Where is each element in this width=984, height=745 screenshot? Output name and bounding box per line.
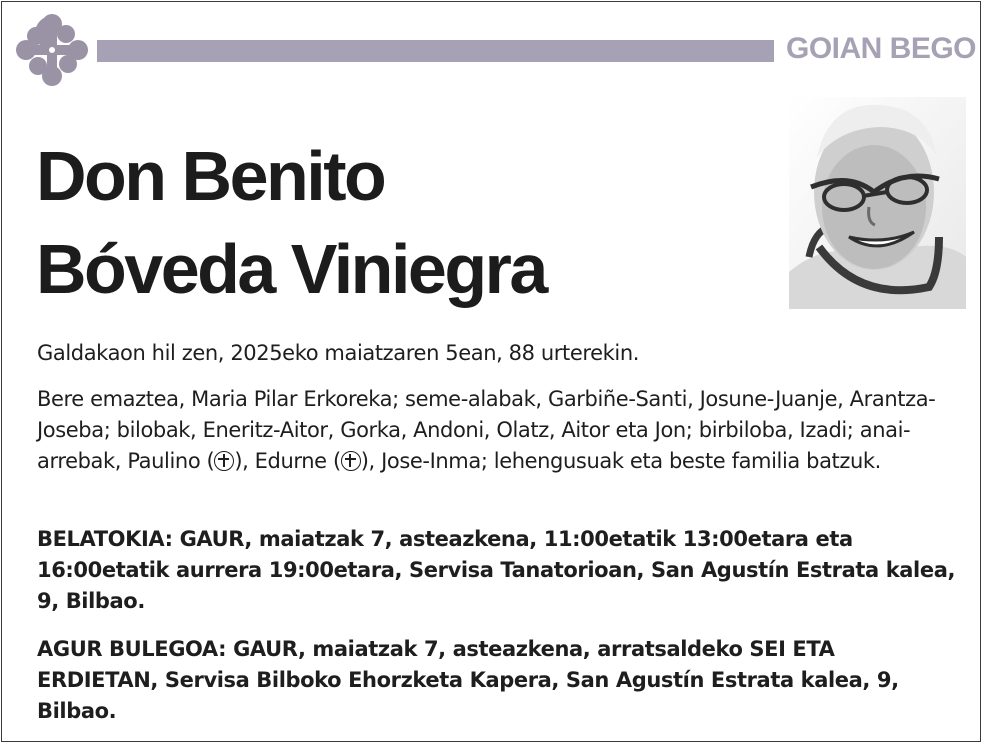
cross-icon — [341, 451, 361, 471]
portrait-photo — [789, 97, 966, 309]
deceased-name-line2: Bóveda Viniegra — [36, 230, 546, 308]
family-list-part2: ), Edurne ( — [234, 449, 341, 473]
family-list-part1: Bere emaztea, Maria Pilar Erkoreka; seme-alabak, Garbiñe-Santi, Josune-Juanje, Arantza-Joseba; bilobak, Eneritz-Aitor, Gorka, Andoni, Olatz, Aitor eta Jon; birbiloba, Izadi; anai-arrebak, Paulino ( — [37, 387, 936, 473]
header-bar — [97, 40, 774, 62]
family-list-part3: ), Jose-Inma; lehengusuak eta beste familia batzuk. — [360, 449, 881, 473]
lauburu-icon — [14, 12, 90, 88]
death-notice: Galdakaon hil zen, 2025eko maiatzaren 5ean, 88 urterekin. — [37, 341, 640, 365]
header-label: GOIAN BEGO — [786, 32, 977, 65]
family-list — [37, 384, 962, 477]
deceased-name — [36, 130, 776, 316]
funeral-info: AGUR BULEGOA: GAUR, maiatzak 7, asteazkena, arratsaldeko SEI ETA ERDIETAN, Servisa Bilboko Ehorzketa Kapera, San Agustín Estrata kalea, 9, Bilbao. — [37, 637, 899, 723]
cross-icon — [214, 451, 234, 471]
wake-info: BELATOKIA: GAUR, maiatzak 7, asteazkena, 11:00etatik 13:00etara eta 16:00etatik aurrera 19:00etara, Servisa Tanatorioan, San Agustín Estrata kalea, 9, Bilbao. — [37, 527, 956, 613]
deceased-name-line1: Don Benito — [36, 137, 385, 215]
